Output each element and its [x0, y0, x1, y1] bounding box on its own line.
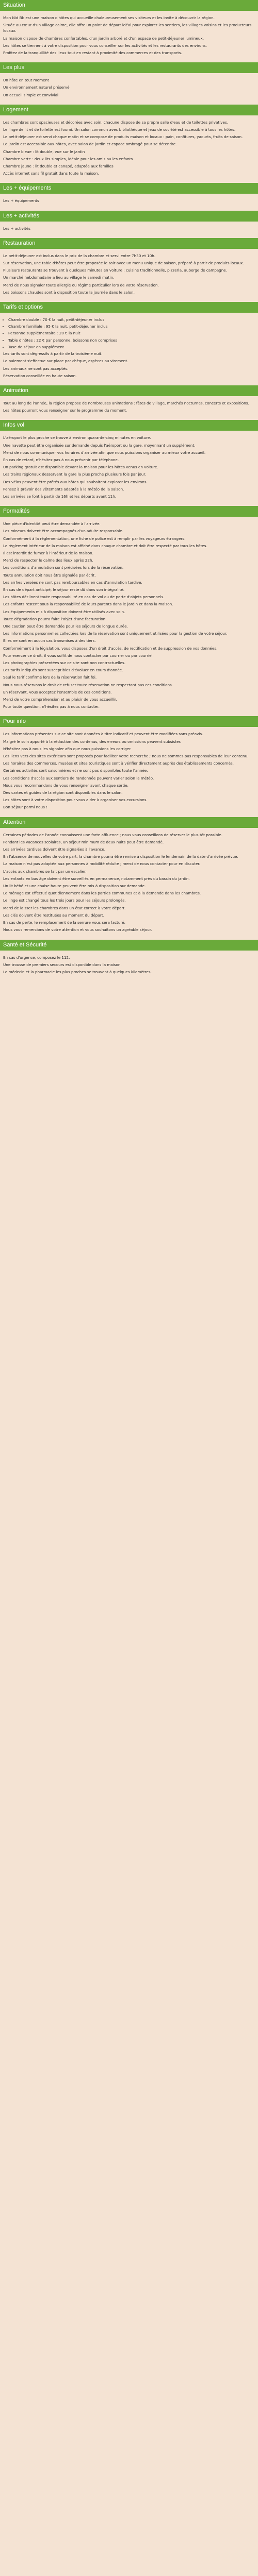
paragraph: Elles ne sont en aucun cas transmises à des tiers. [3, 638, 96, 643]
section-6 [0, 302, 258, 385]
paragraph: Le ménage est effectué quotidiennement dans les parties communes et à la demande dans les chambres. [3, 891, 201, 896]
paragraph: L'accès aux chambres se fait par un escalier. [3, 869, 87, 874]
section-9 [0, 506, 258, 716]
paragraph: Des vélos peuvent être prêtés aux hôtes qui souhaitent explorer les environs. [3, 479, 148, 484]
paragraph: Conformément à la réglementation, une fiche de police est à remplir par les voyageurs étrangers. [3, 536, 186, 541]
section-body [0, 951, 258, 982]
paragraph: En cas de perte, le remplacement de la serrure vous sera facturé. [3, 920, 125, 925]
section-header: Logement [0, 105, 258, 115]
paragraph: Merci de nous signaler toute allergie ou régime particulier lors de votre réservation. [3, 282, 159, 287]
paragraph: Toute annulation doit nous être signalée par écrit. [3, 572, 96, 578]
paragraph: Seul le tarif confirmé lors de la réservation fait foi. [3, 675, 97, 680]
section-header: Restauration [0, 238, 258, 249]
paragraph: Sur réservation, une table d'hôtes peut être proposée le soir avec un menu unique de saison, préparé à partir de produits locaux. [3, 261, 244, 266]
paragraph: Les hôtes se tiennent à votre disposition pour vous conseiller sur les activités et les restaurants des environs. [3, 43, 207, 48]
paragraph: Le jardin est accessible aux hôtes, avec salon de jardin et espace ombragé pour se détendre. [3, 142, 177, 147]
section-body [0, 249, 258, 302]
section-12 [0, 940, 258, 982]
paragraph: Les trains régionaux desservent la gare la plus proche plusieurs fois par jour. [3, 472, 146, 477]
paragraph: Mon Nid Bb est une maison d'hôtes qui accueille chaleureusement ses visiteurs et les invite à découvrir la région. [3, 15, 215, 20]
section-header: Pour info [0, 716, 258, 727]
paragraph: Les arrivées se font à partir de 16h et les départs avant 11h. [3, 494, 117, 499]
section-11 [0, 817, 258, 940]
paragraph: Les conditions d'annulation sont précisées lors de la réservation. [3, 565, 124, 570]
paragraph: Les conditions d'accès aux sentiers de randonnée peuvent varier selon la météo. [3, 775, 154, 781]
paragraph: Merci de respecter le calme des lieux après 22h. [3, 558, 93, 563]
paragraph: Les + équipements [3, 198, 39, 204]
paragraph: Merci de laisser les chambres dans un état correct à votre départ. [3, 905, 126, 910]
paragraph: Pensez à prévoir des vêtements adaptés à la météo de la saison. [3, 486, 124, 492]
section-body [0, 313, 258, 385]
section-4 [0, 211, 258, 238]
section-header: Attention [0, 817, 258, 828]
paragraph: Profitez de la tranquillité des lieux tout en restant à proximité des commerces et des transports. [3, 50, 182, 56]
paragraph: Un lit bébé et une chaise haute peuvent être mis à disposition sur demande. [3, 884, 146, 889]
section-body [0, 727, 258, 817]
paragraph: Les hôtes pourront vous renseigner sur le programme du moment. [3, 408, 127, 413]
section-body [0, 73, 258, 105]
paragraph: Le linge de lit et de toilette est fourni. Un salon commun avec bibliothèque et jeux de société est accessible à tous les hôtes. [3, 127, 236, 132]
paragraph: Une pièce d'identité peut être demandée à l'arrivée. [3, 521, 101, 527]
paragraph: Les enfants en bas âge doivent être surveillés en permanence, notamment près du bassin du jardin. [3, 876, 190, 881]
paragraph: Les clés doivent être restituées au moment du départ. [3, 912, 104, 918]
paragraph: Les tarifs sont dégressifs à partir de la troisième nuit. [3, 351, 103, 357]
section-header: Santé et Sécurité [0, 940, 258, 951]
paragraph: En cas de retard, n'hésitez pas à nous prévenir par téléphone. [3, 457, 119, 462]
bullet-list [3, 317, 255, 350]
paragraph: En l'absence de nouvelles de votre part, la chambre pourra être remise à disposition le lendemain de la date d'arrivée prévue. [3, 854, 238, 859]
paragraph: Une trousse de premiers secours est disponible dans la maison. [3, 962, 122, 967]
paragraph: Les boissons chaudes sont à disposition toute la journée dans le salon. [3, 290, 135, 295]
paragraph: Les tarifs indiqués sont susceptibles d'évoluer en cours d'année. [3, 668, 123, 673]
list-item: • Table d'hôtes : 22 € par personne, boissons non comprises [8, 337, 255, 343]
paragraph: Les équipements mis à disposition doivent être utilisés avec soin. [3, 609, 125, 614]
section-1 [0, 62, 258, 105]
section-body [0, 194, 258, 210]
paragraph: Un parking gratuit est disponible devant la maison pour les hôtes venus en voiture. [3, 465, 158, 470]
paragraph: Des cartes et guides de la région sont disponibles dans le salon. [3, 790, 123, 795]
paragraph: Les liens vers des sites extérieurs sont proposés pour faciliter votre recherche ; nous ne sommes pas responsables de leur contenu. [3, 754, 249, 759]
paragraph: Certaines périodes de l'année connaissent une forte affluence ; nous vous conseillons de réserver le plus tôt possible. [3, 832, 222, 837]
paragraph: Nous vous recommandons de vous renseigner avant chaque sortie. [3, 783, 128, 788]
paragraph: Merci de votre compréhension et au plaisir de vous accueillir. [3, 697, 117, 702]
paragraph: Merci de nous communiquer vos horaires d'arrivée afin que nous puissions organiser au mieux votre accueil. [3, 450, 206, 455]
section-8 [0, 420, 258, 506]
section-header: Les plus [0, 62, 258, 73]
page [0, 0, 258, 981]
paragraph: Nous vous remercions de votre attention et vous souhaitons un agréable séjour. [3, 927, 152, 933]
paragraph: Le médecin et la pharmacie les plus proches se trouvent à quelques kilomètres. [3, 969, 152, 974]
paragraph: Les hôtes sont à votre disposition pour vous aider à organiser vos excursions. [3, 798, 148, 803]
paragraph: Une caution peut être demandée pour les séjours de longue durée. [3, 623, 128, 629]
paragraph: Les animaux ne sont pas acceptés. [3, 366, 69, 371]
section-5 [0, 238, 258, 302]
section-body [0, 115, 258, 183]
paragraph: Le linge est changé tous les trois jours pour les séjours prolongés. [3, 898, 126, 903]
section-body [0, 11, 258, 62]
paragraph: Le règlement intérieur de la maison est affiché dans chaque chambre et doit être respecté par tous les hôtes. [3, 543, 207, 548]
paragraph: Située au cœur d'un village calme, elle offre un point de départ idéal pour explorer les sentiers, les villages voisins et les producteurs locaux. [3, 23, 253, 33]
section-3 [0, 183, 258, 210]
section-body [0, 431, 258, 506]
list-item: • Personne supplémentaire : 20 € la nuit [8, 330, 255, 336]
paragraph: En réservant, vous acceptez l'ensemble de ces conditions. [3, 689, 112, 694]
section-body [0, 828, 258, 940]
paragraph: Les enfants restent sous la responsabilité de leurs parents dans le jardin et dans la maison. [3, 602, 173, 607]
paragraph: Pendant les vacances scolaires, un séjour minimum de deux nuits peut être demandé. [3, 839, 164, 844]
section-body [0, 396, 258, 420]
section-header: Situation [0, 0, 258, 11]
paragraph: Les photographies présentées sur ce site sont non contractuelles. [3, 660, 126, 665]
paragraph: Pour exercer ce droit, il vous suffit de nous contacter par courrier ou par courriel. [3, 653, 154, 658]
paragraph: Les informations personnelles collectées lors de la réservation sont uniquement utilisées pour la gestion de votre séjour. [3, 631, 228, 636]
paragraph: En cas d'urgence, composez le 112. [3, 955, 70, 960]
paragraph: Les arrivées tardives doivent être signalées à l'avance. [3, 847, 106, 852]
section-2 [0, 105, 258, 183]
section-7 [0, 385, 258, 420]
paragraph: Chambre verte : deux lits simples, idéale pour les amis ou les enfants [3, 156, 133, 161]
section-header: Infos vol [0, 420, 258, 431]
section-10 [0, 716, 258, 817]
section-header: Formalités [0, 506, 258, 517]
paragraph: Nous nous réservons le droit de refuser toute réservation ne respectant pas ces conditions. [3, 682, 173, 687]
paragraph: Les chambres sont spacieuses et décorées avec soin, chacune dispose de sa propre salle d'eau et de toilettes privatives. [3, 120, 228, 125]
paragraph: Les arrhes versées ne sont pas remboursables en cas d'annulation tardive. [3, 580, 142, 585]
paragraph: Bon séjour parmi nous ! [3, 805, 48, 810]
paragraph: Le petit-déjeuner est inclus dans le prix de la chambre et servi entre 7h30 et 10h. [3, 253, 156, 258]
paragraph: Toute dégradation pourra faire l'objet d'une facturation. [3, 616, 107, 621]
section-body [0, 517, 258, 716]
paragraph: Chambre jaune : lit double et canapé, adaptée aux familles [3, 164, 114, 169]
paragraph: Malgré le soin apporté à la rédaction des contenus, des erreurs ou omissions peuvent subsister. [3, 739, 182, 744]
section-0 [0, 0, 258, 62]
paragraph: La maison n'est pas adaptée aux personnes à mobilité réduite ; merci de nous contacter pour en discuter. [3, 861, 201, 867]
paragraph: Certaines activités sont saisonnières et ne sont pas disponibles toute l'année. [3, 768, 148, 773]
paragraph: Accès internet sans fil gratuit dans toute la maison. [3, 171, 99, 176]
paragraph: Réservation conseillée en haute saison. [3, 373, 77, 378]
paragraph: Les informations présentes sur ce site sont données à titre indicatif et peuvent être modifiées sans préavis. [3, 732, 203, 737]
list-item: • Chambre double : 70 € la nuit, petit-déjeuner inclus [8, 317, 255, 323]
paragraph: Conformément à la législation, vous disposez d'un droit d'accès, de rectification et de suppression de vos données. [3, 646, 218, 651]
section-header: Animation [0, 385, 258, 396]
section-header: Tarifs et options [0, 302, 258, 313]
paragraph: Chambre bleue : lit double, vue sur le jardin [3, 149, 85, 154]
paragraph: En cas de départ anticipé, le séjour reste dû dans son intégralité. [3, 587, 125, 592]
paragraph: Pour toute question, n'hésitez pas à nous contacter. [3, 704, 100, 709]
paragraph: Un hôte en tout moment [3, 78, 49, 83]
paragraph: Il est interdit de fumer à l'intérieur de la maison. [3, 550, 93, 555]
section-header: Les + activités [0, 211, 258, 222]
paragraph: Plusieurs restaurants se trouvent à quelques minutes en voiture : cuisine traditionnelle, pizzeria, auberge de campagne. [3, 268, 228, 273]
paragraph: Un accueil simple et convivial [3, 92, 59, 97]
paragraph: La maison dispose de chambres confortables, d'un jardin arboré et d'un espace de petit-déjeuner lumineux. [3, 36, 204, 41]
paragraph: Les mineurs doivent être accompagnés d'un adulte responsable. [3, 529, 123, 534]
list-item: • Taxe de séjour en supplément [8, 344, 255, 350]
paragraph: Les + activités [3, 226, 31, 231]
paragraph: Une navette peut être organisée sur demande depuis l'aéroport ou la gare, moyennant un supplément. [3, 443, 196, 448]
section-header: Les + équipements [0, 183, 258, 194]
paragraph: Les horaires des commerces, musées et sites touristiques sont à vérifier directement auprès des établissements concernés. [3, 761, 234, 766]
paragraph: Le petit-déjeuner est servi chaque matin et se compose de produits maison et locaux : pain, confitures, yaourts, fruits de saison. [3, 134, 243, 140]
paragraph: N'hésitez pas à nous les signaler afin que nous puissions les corriger. [3, 746, 132, 751]
section-body [0, 222, 258, 238]
list-item: • Chambre familiale : 95 € la nuit, petit-déjeuner inclus [8, 324, 255, 329]
paragraph: L'aéroport le plus proche se trouve à environ quarante-cinq minutes en voiture. [3, 435, 151, 440]
paragraph: Tout au long de l'année, la région propose de nombreuses animations : fêtes de village, marchés nocturnes, concerts et expositions. [3, 400, 249, 405]
paragraph: Les hôtes déclinent toute responsabilité en cas de vol ou de perte d'objets personnels. [3, 595, 165, 600]
paragraph: Un environnement naturel préservé [3, 85, 70, 90]
paragraph: Le paiement s'effectue sur place par chèque, espèces ou virement. [3, 359, 128, 364]
paragraph: Un marché hebdomadaire a lieu au village le samedi matin. [3, 275, 115, 280]
